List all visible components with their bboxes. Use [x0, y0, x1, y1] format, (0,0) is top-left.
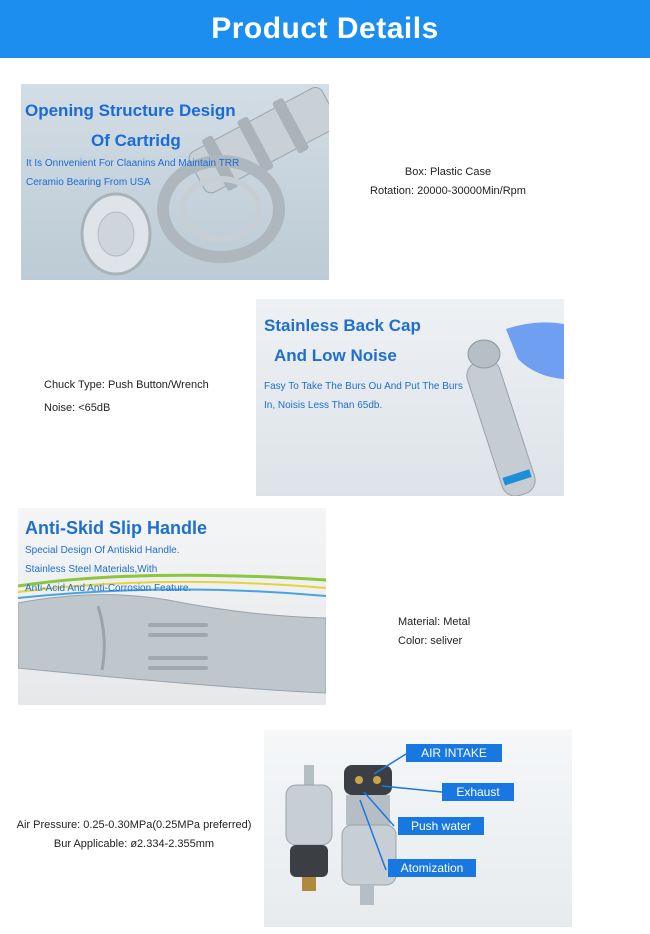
section3-specs: [398, 613, 470, 651]
section2-headline-line1: Stainless Back Cap: [264, 316, 421, 335]
back-cap-image: [256, 299, 564, 496]
section3-description-line1: Special Design Of Antiskid Handle.: [25, 545, 180, 556]
spec-color: Color: seliver: [398, 635, 463, 647]
section3-description-line2: Stainless Steel Materials,With: [25, 564, 158, 575]
section1-description: [26, 154, 326, 192]
page-title: Product Details: [211, 12, 439, 45]
section1-headline-line2: Of Cartridg: [91, 131, 181, 150]
section1-description-line1: It Is Onnvenient For Claanins And Maintain TRR: [26, 158, 240, 169]
cartridg-structure-image: [21, 84, 329, 280]
section4-specs: [4, 816, 264, 854]
section1-specs: [350, 163, 546, 201]
section1-headline-line1: Opening Structure Design: [25, 101, 236, 120]
coupler-image: [264, 730, 572, 927]
section3-description: [25, 541, 315, 598]
spec-chuck-type: Chuck Type: Push Button/Wrench: [44, 379, 209, 391]
callout-exhaust: Exhaust: [442, 783, 514, 801]
callout-atomization: Atomization: [388, 859, 476, 877]
spec-box: Box: Plastic Case: [404, 166, 492, 178]
spec-bur-applicable: Bur Applicable: ø2.334-2.355mm: [53, 838, 215, 850]
section1-description-line2: Ceramio Bearing From USA: [26, 177, 151, 188]
section2-description: [264, 377, 504, 415]
section2-description-line1: Fasy To Take The Burs Ou And Put The Burs: [264, 381, 463, 392]
page-header: [0, 0, 650, 58]
section2-headline-line2: And Low Noise: [274, 346, 397, 365]
section3-description-line3: Anti-Acid And Anti-Corrosion Feature.: [25, 583, 192, 594]
spec-air-pressure: Air Pressure: 0.25-0.30MPa(0.25MPa preferred): [16, 819, 252, 831]
spec-material: Material: Metal: [398, 616, 471, 628]
spec-rotation: Rotation: 20000-30000Min/Rpm: [370, 185, 526, 197]
callout-push-water: Push water: [398, 817, 484, 835]
anti-skid-handle-image: [18, 508, 326, 705]
spec-noise: Noise: <65dB: [44, 402, 111, 414]
section3-headline: Anti-Skid Slip Handle: [25, 518, 208, 538]
section2-description-line2: In, Noisis Less Than 65db.: [264, 400, 383, 411]
callout-air-intake: AIR INTAKE: [406, 744, 502, 762]
section2-specs: [44, 376, 209, 418]
